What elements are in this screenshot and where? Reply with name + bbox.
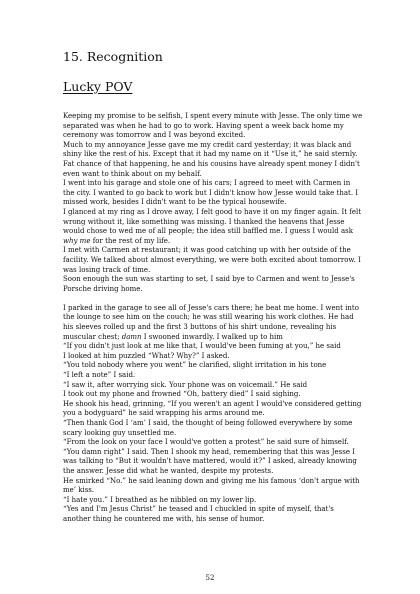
section-break [63,294,363,304]
paragraph: Much to my annoyance Jesse gave me my credit card yesterday; it was black and shiny like the rest of his. Except that it had my name on it “Use it,” he said sternly. Fat chance of that happening, he and his cousins have already spent money I didn't even want to think about on my behalf. [63,140,360,178]
paragraph: He shook his head, grinning, “If you weren't an agent I would've considered getting you a bodyguard” he said wrapping his arms around me. [63,399,362,418]
paragraph: I went into his garage and stole one of his cars; I agreed to meet with Carmen in the city. I wanted to go back to work but I didn't know how Jesse would take that. I missed work, besides I didn't want to be the typical housewife. [63,179,359,207]
paragraph: “If you didn't just look at me like that, I would've been fuming at you,” he said [63,342,341,351]
paragraph: He smirked “No.” he said leaning down and giving me his famous ‘don't argue with me’ kiss. [63,476,360,495]
text-run: I parked in the garage to see all of Jesse's cars there; he beat me home. I went into the lounge to see him on the couch; he was still wearing his work clothes. He had his sleeves rolled up and the first 3 buttons of his shirt undone, revealing his muscular chest; [63,303,359,341]
paragraph: “I saw it, after worrying sick. Your phone was on voicemail.” He said [63,380,308,389]
emphasis: why me [63,236,91,245]
text-run: I swooned inwardly. I walked up to him [141,332,283,341]
paragraph: I met with Carmen at restaurant; it was good catching up with her outside of the facility. We talked about almost everything, we were both excited about tomorrow. I was losing track of time. [63,246,361,274]
paragraph: I looked at him puzzled “What? Why?” I asked. [63,351,230,360]
text-run: for the rest of my life. [90,236,171,245]
paragraph: I took out my phone and frowned “Oh, battery died” I said sighing. [63,390,301,399]
paragraph: Keeping my promise to be selfish, I spent every minute with Jesse. The only time we separated was when he had to go to work. Having spent a week back home my ceremony was tomorrow and I was beyond excited. [63,112,363,140]
paragraph: “You told nobody where you went” he clarified, slight irritation in his tone [63,361,327,370]
paragraph: “I left a note” I said. [63,371,136,380]
paragraph [63,208,363,246]
chapter-title: 15. Recognition [63,49,163,64]
paragraph: “Then thank God I ‘am’ I said, the thought of being followed everywhere by some scary looking guy unsettled me. [63,419,353,437]
paragraph [63,304,363,342]
paragraph: “You damn right” I said. Then I shook my head, remembering that this was Jesse I was talking to “But it wouldn't have mattered, would it?” I asked, already knowing the answer. Jesse did what he wanted, despite my protests. [63,447,357,475]
emphasis: damn [121,332,142,341]
pov-heading: Lucky POV [63,79,133,94]
paragraph: “Yes and I'm Jesus Christ” he teased and I chuckled in spite of myself, that's another thing he countered me with, his sense of humor. [63,505,334,523]
paragraph: Soon enough the sun was starting to set, I said bye to Carmen and went to Jesse's Porsche driving home. [63,275,355,293]
chapter-body [63,112,363,525]
paragraph: “From the look on your face I would've gotten a protest” he said sure of himself. [63,438,349,447]
page-number: 52 [205,574,215,582]
paragraph: “I hate you.” I breathed as he nibbled on my lower lip. [63,495,257,504]
text-run: I glanced at my ring as I drove away, I felt good to have it on my finger again. It felt wrong without it, like something was missing. I thanked the heavens that Jesse would chose to wed me of all people; the idea still baffled me. I guess I would ask [63,207,362,236]
